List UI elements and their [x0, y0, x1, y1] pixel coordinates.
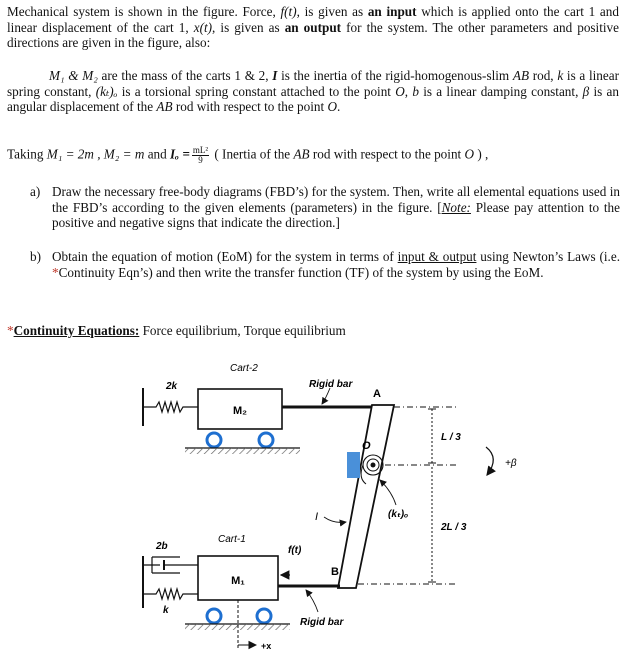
point-a: A	[373, 388, 381, 400]
rigid-bar-top-label: Rigid bar	[309, 379, 353, 390]
damper-label: 2b	[156, 541, 168, 552]
intro-paragraph: Mechanical system is shown in the figure. Force, f(t), is given as an input which is applied onto the cart 1 and linear displacement of the cart 1, x(t), is given as an output for the system. The other parameters and positive directions are given in the figure, also:	[7, 4, 619, 51]
cart2-label: Cart-2	[230, 363, 258, 374]
question-a: a) Draw the necessary free-body diagrams (FBD’s) for the system. Then, write all elemental equations used in the FBD’s according to the given elements (parameters) in the figure. [Note: Please pay attention to the positive and negative signs that indicate the direction.]	[30, 184, 620, 231]
cart2-ground	[185, 448, 300, 454]
dim-top-label: L / 3	[441, 432, 461, 443]
cart1-mass: M₁	[231, 575, 245, 587]
params-paragraph: M₁ & M₂ are the mass of the carts 1 & 2, I is the inertia of the rigid-homogenous-slim AB rod, k is a linear spring constant, (kₜ)ₒ is a torsional spring constant attached to the point O, b is a linear damping constant, β is an angular displacement of the AB rod with respect to the point O.	[7, 68, 620, 115]
x-label: +x	[261, 641, 272, 651]
continuity-equations: *Continuity Equations: Force equilibrium, Torque equilibrium	[7, 323, 346, 338]
taking-line: Taking M₁ = 2m , M₂ = m and Iₒ = $\frac{\text{mL²}}{9}$ ( Inertia of the AB rod with respect to the point O ) ,	[7, 145, 489, 165]
inertia-label: I	[315, 511, 319, 523]
beta-arrow	[486, 447, 493, 475]
force-label: f(t)	[288, 545, 302, 556]
cart2-wheel-left	[207, 433, 221, 447]
pivot-support	[347, 452, 360, 478]
cart1-wheel-left	[207, 609, 221, 623]
spring1-label: k	[163, 605, 169, 616]
cart2-mass: M₂	[232, 405, 248, 417]
cart1-label: Cart-1	[218, 534, 246, 545]
point-o: O	[362, 440, 371, 452]
spring-2k	[143, 402, 198, 412]
point-b: B	[331, 566, 339, 578]
question-b: b) Obtain the equation of motion (EoM) for the system in terms of input & output using Newton’s Laws (i.e. *Continuity Eqn’s) and then write the transfer function (TF) of the system by using the EoM.	[30, 249, 620, 280]
cart2-wheel-right	[259, 433, 273, 447]
beta-label: +β	[505, 458, 517, 469]
dim-bottom-label: 2L / 3	[441, 522, 467, 533]
rigid-bar-bottom-label: Rigid bar	[300, 617, 344, 628]
cart1-wheel-right	[257, 609, 271, 623]
spring2-label: 2k	[166, 381, 178, 392]
damper-2b	[143, 557, 198, 573]
inertia-fraction: $\frac{\text{mL²}}{9}$	[192, 145, 209, 165]
torsional-label: (kₜ)ₒ	[388, 509, 409, 520]
spring-k	[143, 589, 198, 599]
rod-ab	[338, 405, 394, 588]
